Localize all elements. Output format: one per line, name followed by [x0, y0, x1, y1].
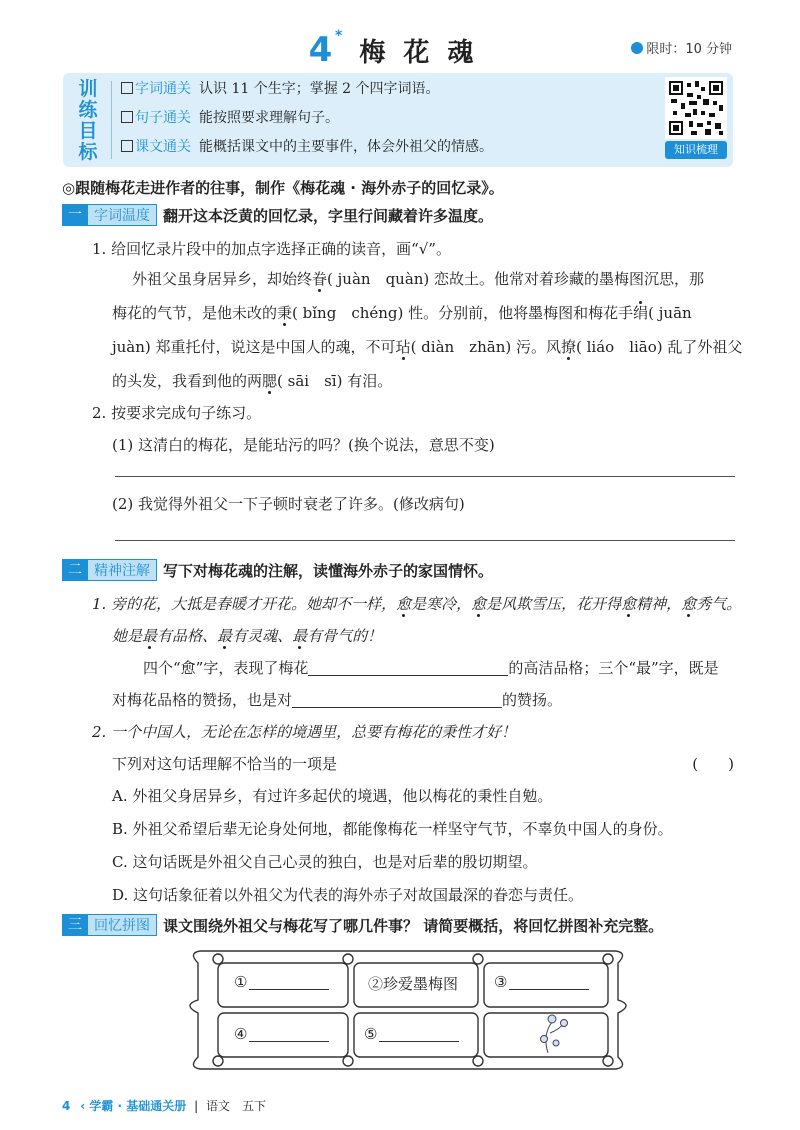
- intro-text: ◎跟随梅花走进作者的往事，制作《梅花魂 · 海外赤子的回忆录》。: [62, 179, 504, 197]
- subject-label: 语文 五下: [205, 1099, 266, 1113]
- lesson-number: 4 *: [308, 28, 343, 70]
- puzzle-cell-4[interactable]: ④: [234, 1025, 329, 1043]
- sub-question: (2) 我觉得外祖父一下子顿时衰老了许多。(修改病句): [112, 495, 465, 513]
- goals-divider: [111, 81, 112, 159]
- section-1-header: 一 字词温度 翻开这本泛黄的回忆录，字里行间藏着许多温度。: [62, 203, 493, 227]
- question-prompt: 下列对这句话理解不恰当的一项是: [112, 755, 338, 773]
- time-limit: 限时：10 分钟: [631, 38, 732, 57]
- question-prompt: 1. 给回忆录片段中的加点字选择正确的读音，画“√”。: [92, 240, 451, 258]
- passage-line: juàn) 郑重托付，说这是中国人的魂，不可玷( diàn zhān) 污。风撩( liáo liāo) 乱了外祖父: [112, 338, 743, 356]
- blank-field[interactable]: [379, 1026, 459, 1042]
- blank-field[interactable]: [308, 660, 508, 676]
- blank-field[interactable]: [249, 974, 329, 990]
- lesson-title: 梅花魂: [359, 37, 492, 68]
- quote-line: 2. 一个中国人，无论在怎样的境遇里，总要有梅花的秉性才好！: [92, 723, 517, 741]
- blank-field[interactable]: [509, 974, 589, 990]
- passage-line: 的头发，我看到他的两腮( sāi sī) 有泪。: [112, 372, 393, 390]
- goal-item: 字词通关 认识 11 个生字；掌握 2 个四字词语。: [121, 79, 440, 99]
- answer-line[interactable]: [115, 476, 735, 477]
- section-2-header: 二 精神注解 写下对梅花魂的注解，读懂海外赤子的家国情怀。: [62, 558, 493, 582]
- question-prompt: 2. 按要求完成句子练习。: [92, 404, 262, 422]
- checkbox-icon[interactable]: [121, 140, 133, 152]
- puzzle-cell-2: ②珍爱墨梅图: [368, 975, 459, 993]
- option-b: B. 外祖父希望后辈无论身处何地，都能像梅花一样坚守气节，不辜负中国人的身份。: [112, 820, 673, 838]
- puzzle-cell-1[interactable]: ①: [234, 973, 329, 991]
- page-footer: 4 ‹ 学霸 · 基础通关册 | 语文 五下: [62, 1099, 266, 1113]
- passage-line: 外祖父虽身居异乡，却始终眷( juàn quàn) 恋故土。他常对着珍藏的墨梅图沉思，那: [132, 270, 705, 288]
- section-3-header: 三 回忆拼图 课文围绕外祖父与梅花写了哪几件事？ 请简要概括，将回忆拼图补充完整。: [62, 913, 663, 937]
- puzzle-cell-3[interactable]: ③: [494, 973, 589, 991]
- book-title: ‹ 学霸 · 基础通关册: [80, 1099, 187, 1113]
- goal-item: 句子通关 能按照要求理解句子。: [121, 108, 339, 128]
- option-d: D. 这句话象征着以外祖父为代表的海外赤子对故国最深的眷恋与责任。: [112, 886, 584, 904]
- memory-puzzle: [178, 945, 638, 1075]
- goals-label: 训练目标: [78, 78, 98, 163]
- puzzle-frame: [178, 945, 638, 1075]
- blank-field[interactable]: [249, 1026, 329, 1042]
- sub-question: (1) 这清白的梅花，是能玷污的吗？(换个说法，意思不变): [112, 436, 495, 454]
- answer-bracket[interactable]: ( ): [692, 755, 734, 773]
- qr-code-icon[interactable]: [665, 77, 727, 139]
- answer-line[interactable]: [115, 540, 735, 541]
- fill-line: 四个“愈”字，表现了梅花 的高洁品格；三个“最”字，既是: [143, 659, 719, 677]
- qr-caption: 知识梳理: [665, 141, 727, 159]
- blank-field[interactable]: [292, 692, 502, 708]
- passage-line: 梅花的气节，是他未改的秉( bǐng chéng) 性。分别前，他将墨梅图和梅花手绢( juān: [112, 304, 692, 322]
- quote-line: 1. 旁的花，大抵是春暖才开花。她却不一样，愈是寒冷，愈是风欺雪压，花开得愈精神，愈秀气。: [92, 595, 742, 613]
- goal-item: 课文通关 能概括课文中的主要事件，体会外祖父的情感。: [121, 137, 493, 157]
- checkbox-icon[interactable]: [121, 111, 133, 123]
- quote-line: 她是最有品格、最有灵魂、最有骨气的！: [112, 627, 383, 645]
- checkbox-icon[interactable]: [121, 82, 133, 94]
- option-a: A. 外祖父身居异乡，有过许多起伏的境遇，他以梅花的秉性自勉。: [112, 787, 553, 805]
- clock-icon: [631, 42, 643, 54]
- training-goals-box: [63, 73, 733, 167]
- plum-blossom-icon: [541, 1015, 568, 1053]
- fill-line: 对梅花品格的赞扬，也是对 的赞扬。: [112, 691, 563, 709]
- puzzle-cell-5[interactable]: ⑤: [364, 1025, 459, 1043]
- page-number: 4: [62, 1099, 71, 1113]
- option-c: C. 这句话既是外祖父自己心灵的独白，也是对后辈的殷切期望。: [112, 853, 538, 871]
